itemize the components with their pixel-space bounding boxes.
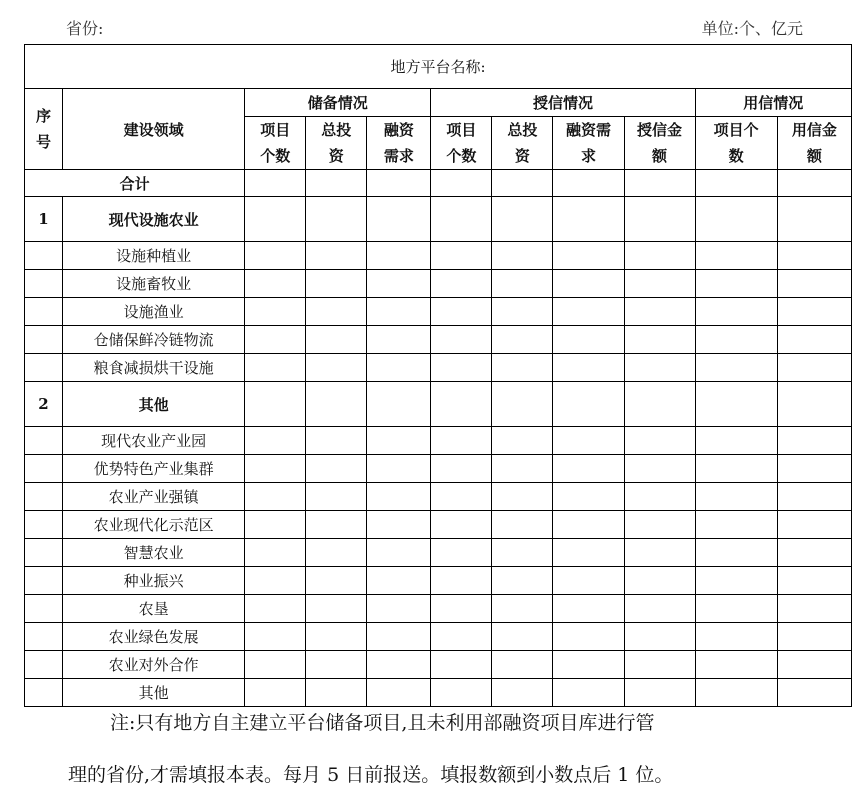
value-cell[interactable] <box>777 595 851 623</box>
value-cell[interactable] <box>553 595 624 623</box>
value-cell[interactable] <box>777 483 851 511</box>
value-cell[interactable] <box>431 455 492 483</box>
item-name: 农业绿色发展 <box>63 623 245 651</box>
seq-cell <box>25 270 63 298</box>
item-name: 农垦 <box>63 595 245 623</box>
value-cell[interactable] <box>695 326 777 354</box>
value-cell[interactable] <box>553 651 624 679</box>
value-cell[interactable] <box>245 567 306 595</box>
value-cell[interactable] <box>306 679 367 707</box>
reserve-group-header: 储备情况 <box>245 89 431 117</box>
usage-col-header: 项目个 数 <box>695 117 777 170</box>
value-cell[interactable] <box>624 170 695 197</box>
seq-cell <box>25 354 63 382</box>
item-name: 设施渔业 <box>63 298 245 326</box>
value-cell[interactable] <box>306 382 367 427</box>
item-name: 农业对外合作 <box>63 651 245 679</box>
value-cell[interactable] <box>777 455 851 483</box>
value-cell[interactable] <box>553 382 624 427</box>
value-cell[interactable] <box>431 298 492 326</box>
category-seq: 1 <box>25 197 63 242</box>
value-cell[interactable] <box>624 483 695 511</box>
value-cell[interactable] <box>492 539 553 567</box>
category-name: 其他 <box>63 382 245 427</box>
value-cell[interactable] <box>777 298 851 326</box>
value-cell[interactable] <box>245 623 306 651</box>
value-cell[interactable] <box>245 382 306 427</box>
value-cell[interactable] <box>245 595 306 623</box>
item-name: 粮食减损烘干设施 <box>63 354 245 382</box>
value-cell[interactable] <box>306 651 367 679</box>
value-cell[interactable] <box>431 511 492 539</box>
value-cell[interactable] <box>431 483 492 511</box>
item-name: 设施种植业 <box>63 242 245 270</box>
value-cell[interactable] <box>624 382 695 427</box>
value-cell[interactable] <box>624 539 695 567</box>
item-name: 设施畜牧业 <box>63 270 245 298</box>
seq-cell <box>25 651 63 679</box>
seq-cell <box>25 298 63 326</box>
value-cell[interactable] <box>245 197 306 242</box>
value-cell[interactable] <box>553 567 624 595</box>
value-cell[interactable] <box>431 326 492 354</box>
value-cell[interactable] <box>553 354 624 382</box>
value-cell[interactable] <box>695 382 777 427</box>
table-row <box>25 242 852 270</box>
seq-cell <box>25 595 63 623</box>
item-name: 其他 <box>63 679 245 707</box>
value-cell[interactable] <box>624 651 695 679</box>
value-cell[interactable] <box>624 354 695 382</box>
value-cell[interactable] <box>492 595 553 623</box>
value-cell[interactable] <box>624 242 695 270</box>
value-cell[interactable] <box>553 298 624 326</box>
value-cell[interactable] <box>695 623 777 651</box>
value-cell[interactable] <box>553 326 624 354</box>
seq-cell <box>25 455 63 483</box>
value-cell[interactable] <box>624 326 695 354</box>
value-cell[interactable] <box>553 427 624 455</box>
value-cell[interactable] <box>624 595 695 623</box>
value-cell[interactable] <box>367 197 431 242</box>
value-cell[interactable] <box>245 651 306 679</box>
item-name: 种业振兴 <box>63 567 245 595</box>
seq-cell <box>25 427 63 455</box>
value-cell[interactable] <box>367 511 431 539</box>
value-cell[interactable] <box>245 511 306 539</box>
value-cell[interactable] <box>306 623 367 651</box>
value-cell[interactable] <box>695 354 777 382</box>
value-cell[interactable] <box>777 679 851 707</box>
value-cell[interactable] <box>306 539 367 567</box>
value-cell[interactable] <box>624 679 695 707</box>
value-cell[interactable] <box>492 567 553 595</box>
value-cell[interactable] <box>245 354 306 382</box>
value-cell[interactable] <box>624 197 695 242</box>
value-cell[interactable] <box>777 326 851 354</box>
value-cell[interactable] <box>492 679 553 707</box>
value-cell[interactable] <box>306 326 367 354</box>
value-cell[interactable] <box>431 679 492 707</box>
value-cell[interactable] <box>367 170 431 197</box>
value-cell[interactable] <box>306 455 367 483</box>
value-cell[interactable] <box>695 483 777 511</box>
category-row <box>25 197 852 242</box>
value-cell[interactable] <box>245 455 306 483</box>
value-cell[interactable] <box>431 623 492 651</box>
value-cell[interactable] <box>367 483 431 511</box>
value-cell[interactable] <box>695 567 777 595</box>
table-row <box>25 679 852 707</box>
table-row <box>25 511 852 539</box>
seq-cell <box>25 326 63 354</box>
seq-cell <box>25 511 63 539</box>
value-cell[interactable] <box>624 270 695 298</box>
value-cell[interactable] <box>695 539 777 567</box>
value-cell[interactable] <box>306 427 367 455</box>
value-cell[interactable] <box>492 623 553 651</box>
value-cell[interactable] <box>777 242 851 270</box>
seq-cell <box>25 567 63 595</box>
value-cell[interactable] <box>492 170 553 197</box>
value-cell[interactable] <box>367 651 431 679</box>
unit-label: 单位:个、亿元 <box>701 19 803 38</box>
value-cell[interactable] <box>245 427 306 455</box>
value-cell[interactable] <box>245 539 306 567</box>
value-cell[interactable] <box>306 354 367 382</box>
value-cell[interactable] <box>777 651 851 679</box>
value-cell[interactable] <box>695 651 777 679</box>
credit-group-header: 授信情况 <box>431 89 695 117</box>
item-name: 智慧农业 <box>63 539 245 567</box>
value-cell[interactable] <box>431 270 492 298</box>
value-cell[interactable] <box>367 595 431 623</box>
seq-cell <box>25 483 63 511</box>
value-cell[interactable] <box>245 298 306 326</box>
value-cell[interactable] <box>777 427 851 455</box>
value-cell[interactable] <box>695 242 777 270</box>
value-cell[interactable] <box>306 170 367 197</box>
value-cell[interactable] <box>553 170 624 197</box>
value-cell[interactable] <box>431 567 492 595</box>
value-cell[interactable] <box>245 242 306 270</box>
value-cell[interactable] <box>367 539 431 567</box>
value-cell[interactable] <box>367 326 431 354</box>
value-cell[interactable] <box>367 298 431 326</box>
table-row <box>25 623 852 651</box>
value-cell[interactable] <box>777 270 851 298</box>
value-cell[interactable] <box>367 354 431 382</box>
data-table <box>24 44 852 707</box>
value-cell[interactable] <box>777 539 851 567</box>
value-cell[interactable] <box>431 354 492 382</box>
value-cell[interactable] <box>777 354 851 382</box>
usage-group-header: 用信情况 <box>695 89 851 117</box>
value-cell[interactable] <box>367 623 431 651</box>
table-row <box>25 427 852 455</box>
value-cell[interactable] <box>492 427 553 455</box>
table-row <box>25 483 852 511</box>
value-cell[interactable] <box>431 242 492 270</box>
reserve-col-header: 项目 个数 <box>245 117 306 170</box>
value-cell[interactable] <box>431 427 492 455</box>
value-cell[interactable] <box>492 455 553 483</box>
seq-cell <box>25 539 63 567</box>
item-name: 仓储保鲜冷链物流 <box>63 326 245 354</box>
value-cell[interactable] <box>367 679 431 707</box>
reserve-col-header: 融资 需求 <box>367 117 431 170</box>
value-cell[interactable] <box>695 270 777 298</box>
value-cell[interactable] <box>553 679 624 707</box>
platform-name-label: 地方平台名称: <box>390 58 486 76</box>
value-cell[interactable] <box>306 270 367 298</box>
value-cell[interactable] <box>431 539 492 567</box>
value-cell[interactable] <box>367 455 431 483</box>
credit-col-header: 项目 个数 <box>431 117 492 170</box>
value-cell[interactable] <box>367 427 431 455</box>
value-cell[interactable] <box>245 270 306 298</box>
category-seq: 2 <box>25 382 63 427</box>
value-cell[interactable] <box>777 170 851 197</box>
value-cell[interactable] <box>492 242 553 270</box>
item-name: 现代农业产业园 <box>63 427 245 455</box>
value-cell[interactable] <box>553 242 624 270</box>
seq-cell <box>25 623 63 651</box>
reserve-col-header: 总投 资 <box>306 117 367 170</box>
value-cell[interactable] <box>245 679 306 707</box>
value-cell[interactable] <box>492 298 553 326</box>
value-cell[interactable] <box>306 483 367 511</box>
value-cell[interactable] <box>553 511 624 539</box>
value-cell[interactable] <box>553 455 624 483</box>
value-cell[interactable] <box>553 270 624 298</box>
value-cell[interactable] <box>695 455 777 483</box>
value-cell[interactable] <box>624 298 695 326</box>
value-cell[interactable] <box>492 651 553 679</box>
value-cell[interactable] <box>367 270 431 298</box>
value-cell[interactable] <box>367 567 431 595</box>
value-cell[interactable] <box>695 679 777 707</box>
value-cell[interactable] <box>624 511 695 539</box>
value-cell[interactable] <box>492 197 553 242</box>
category-name: 现代设施农业 <box>63 197 245 242</box>
value-cell[interactable] <box>695 197 777 242</box>
category-row <box>25 382 852 427</box>
value-cell[interactable] <box>777 567 851 595</box>
value-cell[interactable] <box>624 567 695 595</box>
province-label: 省份: <box>66 19 104 38</box>
table-row <box>25 326 852 354</box>
value-cell[interactable] <box>492 270 553 298</box>
usage-col-header: 用信金 额 <box>777 117 851 170</box>
value-cell[interactable] <box>777 623 851 651</box>
value-cell[interactable] <box>553 623 624 651</box>
value-cell[interactable] <box>431 382 492 427</box>
value-cell[interactable] <box>306 242 367 270</box>
value-cell[interactable] <box>431 651 492 679</box>
table-row <box>25 595 852 623</box>
value-cell[interactable] <box>492 511 553 539</box>
credit-col-header: 授信金 额 <box>624 117 695 170</box>
value-cell[interactable] <box>431 595 492 623</box>
value-cell[interactable] <box>492 326 553 354</box>
table-row <box>25 539 852 567</box>
credit-col-header: 融资需 求 <box>553 117 624 170</box>
seq-cell <box>25 242 63 270</box>
value-cell[interactable] <box>492 382 553 427</box>
note-line-1: 注:只有地方自主建立平台储备项目,且未利用部融资项目库进行管 <box>110 712 655 734</box>
value-cell[interactable] <box>624 455 695 483</box>
item-name: 农业现代化示范区 <box>63 511 245 539</box>
value-cell[interactable] <box>695 170 777 197</box>
value-cell[interactable] <box>624 623 695 651</box>
table-row <box>25 651 852 679</box>
value-cell[interactable] <box>695 427 777 455</box>
table-row <box>25 270 852 298</box>
value-cell[interactable] <box>492 354 553 382</box>
value-cell[interactable] <box>367 242 431 270</box>
seq-cell <box>25 679 63 707</box>
value-cell[interactable] <box>777 511 851 539</box>
credit-col-header: 总投 资 <box>492 117 553 170</box>
value-cell[interactable] <box>306 567 367 595</box>
value-cell[interactable] <box>492 483 553 511</box>
value-cell[interactable] <box>367 382 431 427</box>
value-cell[interactable] <box>245 326 306 354</box>
item-name: 农业产业强镇 <box>63 483 245 511</box>
note-line-2: 理的省份,才需填报本表。每月 5 日前报送。填报数额到小数点后 1 位。 <box>68 764 674 786</box>
table-row <box>25 455 852 483</box>
table-row <box>25 298 852 326</box>
item-name: 优势特色产业集群 <box>63 455 245 483</box>
value-cell[interactable] <box>553 483 624 511</box>
value-cell[interactable] <box>306 298 367 326</box>
platform-name-cell[interactable] <box>25 45 852 89</box>
value-cell[interactable] <box>553 539 624 567</box>
value-cell[interactable] <box>695 298 777 326</box>
seq-header: 序 号 <box>25 89 63 170</box>
value-cell[interactable] <box>777 197 851 242</box>
value-cell[interactable] <box>431 197 492 242</box>
value-cell[interactable] <box>306 595 367 623</box>
value-cell[interactable] <box>245 170 306 197</box>
value-cell[interactable] <box>306 197 367 242</box>
value-cell[interactable] <box>245 483 306 511</box>
area-header: 建设领域 <box>63 89 245 170</box>
value-cell[interactable] <box>777 382 851 427</box>
value-cell[interactable] <box>624 427 695 455</box>
table-row <box>25 567 852 595</box>
value-cell[interactable] <box>553 197 624 242</box>
value-cell[interactable] <box>306 511 367 539</box>
value-cell[interactable] <box>695 511 777 539</box>
table-row <box>25 354 852 382</box>
value-cell[interactable] <box>431 170 492 197</box>
total-label: 合计 <box>25 170 245 197</box>
value-cell[interactable] <box>695 595 777 623</box>
